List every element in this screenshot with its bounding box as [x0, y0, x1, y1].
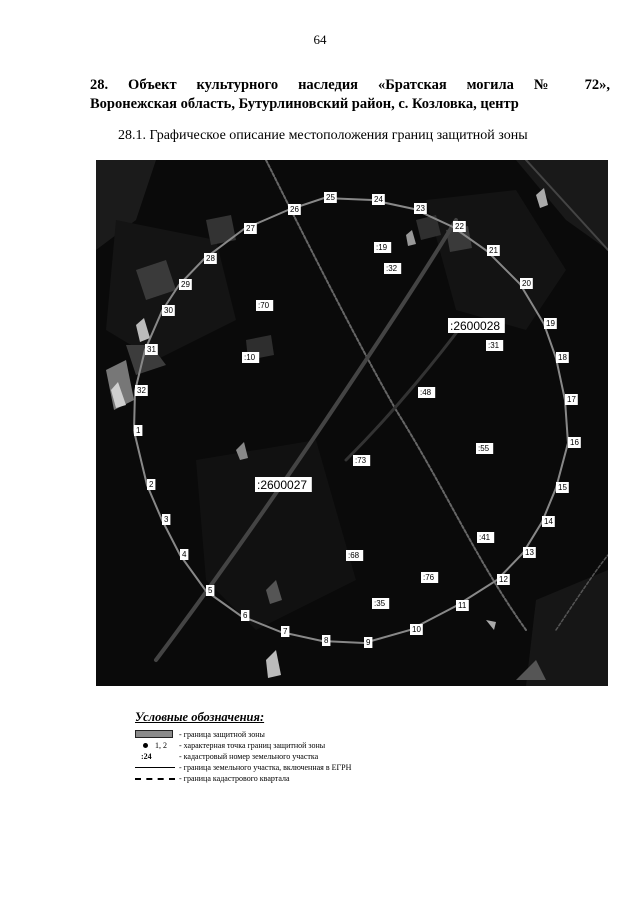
svg-text:7: 7 — [283, 627, 288, 636]
svg-text:22: 22 — [455, 222, 464, 231]
svg-text:17: 17 — [567, 395, 576, 404]
svg-text::35: :35 — [374, 599, 386, 608]
legend-point-symbol: 1, 2 — [135, 740, 175, 751]
svg-text:19: 19 — [546, 319, 555, 328]
svg-text:10: 10 — [412, 625, 421, 634]
legend — [135, 710, 435, 784]
svg-text:9: 9 — [366, 638, 371, 647]
svg-text::76: :76 — [423, 573, 435, 582]
svg-text::73: :73 — [355, 456, 367, 465]
point-label-9 — [364, 637, 372, 648]
point-label-23 — [414, 203, 427, 214]
point-label-3 — [162, 514, 170, 525]
svg-text:31: 31 — [147, 345, 156, 354]
parcel-label-31 — [486, 340, 503, 351]
svg-text:16: 16 — [570, 438, 579, 447]
point-label-25 — [324, 192, 337, 203]
legend-cadastral-symbol: :24 — [141, 752, 152, 761]
parcel-label-68 — [346, 550, 363, 561]
svg-text::70: :70 — [258, 301, 270, 310]
legend-parcel-boundary-text: - граница земельного участка, включенная в ЕГРН — [179, 763, 352, 772]
parcel-label-73 — [353, 455, 370, 466]
svg-text:28: 28 — [206, 254, 215, 263]
page-number: 64 — [313, 32, 327, 47]
section-subheading: 28.1. Графическое описание местоположения границ защитной зоны — [118, 128, 528, 143]
quarter-label-2600027 — [255, 477, 312, 492]
svg-text:24: 24 — [374, 195, 383, 204]
point-label-10 — [410, 624, 423, 635]
svg-text::48: :48 — [420, 388, 432, 397]
point-label-8 — [322, 635, 330, 646]
point-label-5 — [206, 585, 214, 596]
point-label-16 — [568, 437, 581, 448]
legend-point-text: - характерная точка границ защитной зоны — [179, 741, 326, 750]
point-label-17 — [565, 394, 578, 405]
parcel-label-19 — [374, 242, 391, 253]
legend-quarter-boundary-text: - граница кадастрового квартала — [179, 774, 290, 783]
point-label-24 — [372, 194, 385, 205]
legend-quarter-line-symbol — [135, 773, 175, 784]
svg-text:13: 13 — [525, 548, 534, 557]
legend-title: Условные обозначения: — [135, 710, 265, 724]
svg-text:26: 26 — [290, 205, 299, 214]
point-label-11 — [456, 600, 469, 611]
point-label-7 — [281, 626, 289, 637]
parcel-label-10 — [242, 352, 259, 363]
svg-text:25: 25 — [326, 193, 335, 202]
svg-text::19: :19 — [376, 243, 388, 252]
point-label-32 — [135, 385, 148, 396]
svg-text:27: 27 — [246, 224, 255, 233]
point-label-30 — [162, 305, 175, 316]
legend-row-quarter-boundary — [135, 773, 435, 784]
legend-row-point — [135, 740, 435, 751]
map-canvas — [96, 160, 608, 686]
svg-text:20: 20 — [522, 279, 531, 288]
svg-text:8: 8 — [324, 636, 329, 645]
point-label-14 — [542, 516, 555, 527]
point-label-1 — [134, 425, 142, 436]
parcel-label-32 — [384, 263, 401, 274]
svg-text::41: :41 — [479, 533, 491, 542]
svg-text:4: 4 — [182, 550, 187, 559]
svg-text::2600027: :2600027 — [257, 478, 308, 492]
svg-text::55: :55 — [478, 444, 490, 453]
legend-zone-symbol — [135, 729, 175, 740]
parcel-label-76 — [421, 572, 438, 583]
satellite-map — [96, 160, 608, 686]
legend-zone-text: - граница защитной зоны — [179, 730, 265, 739]
legend-cadastral-text: - кадастровый номер земельного участка — [179, 752, 319, 761]
svg-text:29: 29 — [181, 280, 190, 289]
parcel-label-41 — [477, 532, 494, 543]
point-label-31 — [145, 344, 158, 355]
point-label-18 — [556, 352, 569, 363]
svg-text:15: 15 — [558, 483, 567, 492]
parcel-label-55 — [476, 443, 493, 454]
point-label-2 — [147, 479, 155, 490]
svg-text:32: 32 — [137, 386, 146, 395]
svg-text:18: 18 — [558, 353, 567, 362]
point-label-12 — [497, 574, 510, 585]
svg-text:14: 14 — [544, 517, 553, 526]
document-heading — [90, 76, 610, 114]
point-label-6 — [241, 610, 249, 621]
svg-text::10: :10 — [244, 353, 256, 362]
point-label-22 — [453, 221, 466, 232]
svg-text:30: 30 — [164, 306, 173, 315]
svg-text:6: 6 — [243, 611, 248, 620]
heading-line-1: 28. Объект культурного наследия «Братская могила № 72», — [90, 77, 610, 93]
point-label-13 — [523, 547, 536, 558]
svg-text:23: 23 — [416, 204, 425, 213]
point-label-20 — [520, 278, 533, 289]
svg-text::32: :32 — [386, 264, 398, 273]
parcel-label-48 — [418, 387, 435, 398]
legend-parcel-line-symbol — [135, 762, 175, 773]
point-label-15 — [556, 482, 569, 493]
point-label-19 — [544, 318, 557, 329]
point-label-26 — [288, 204, 301, 215]
svg-text:1: 1 — [136, 426, 141, 435]
svg-text::68: :68 — [348, 551, 360, 560]
svg-text:11: 11 — [458, 601, 467, 610]
point-label-28 — [204, 253, 217, 264]
svg-text::31: :31 — [488, 341, 500, 350]
point-label-27 — [244, 223, 257, 234]
svg-text:2: 2 — [149, 480, 154, 489]
heading-line-2: Воронежская область, Бутурлиновский район, с. Козловка, центр — [90, 96, 519, 112]
svg-text:3: 3 — [164, 515, 169, 524]
svg-text::2600028: :2600028 — [450, 319, 501, 333]
point-label-4 — [180, 549, 188, 560]
legend-row-parcel-boundary — [135, 762, 435, 773]
svg-text:21: 21 — [489, 246, 498, 255]
legend-row-zone — [135, 729, 435, 740]
legend-row-cadastral — [135, 751, 435, 762]
point-label-21 — [487, 245, 500, 256]
point-label-29 — [179, 279, 192, 290]
parcel-label-35 — [372, 598, 389, 609]
svg-text:12: 12 — [499, 575, 508, 584]
quarter-label-2600028 — [448, 318, 505, 333]
svg-text:5: 5 — [208, 586, 213, 595]
parcel-label-70 — [256, 300, 273, 311]
